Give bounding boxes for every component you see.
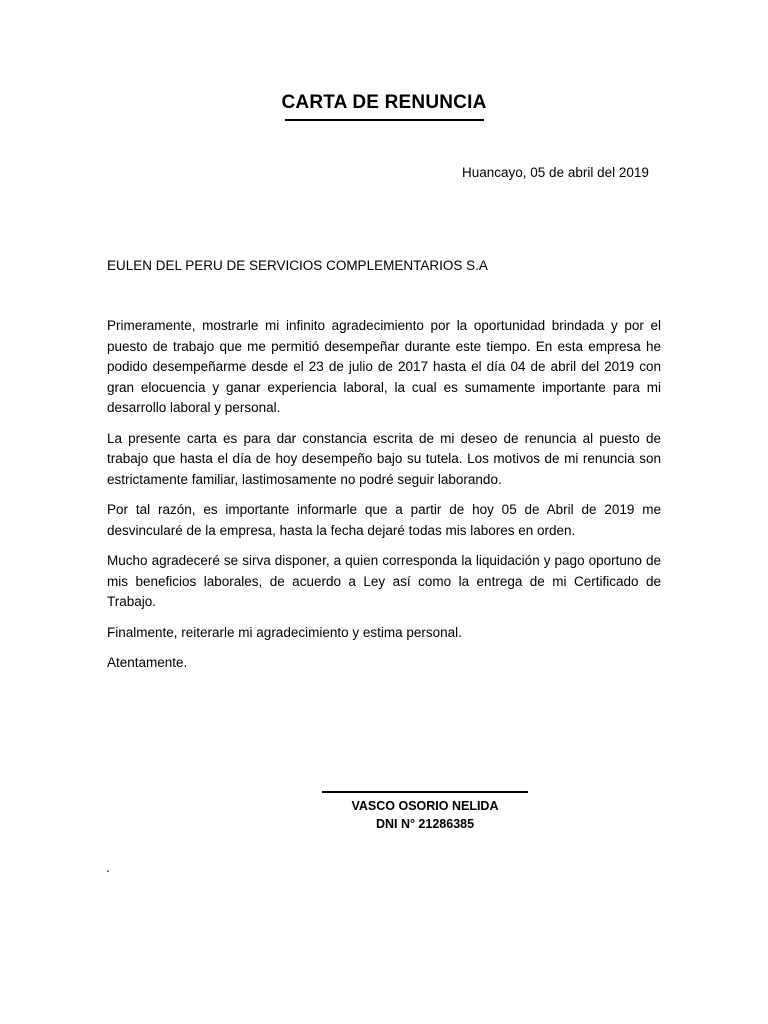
- letter-title: CARTA DE RENUNCIA: [281, 92, 487, 113]
- paragraph-gratitude: Primeramente, mostrarle mi infinito agradecimiento por la oportunidad brindada y por el puesto de trabajo que me permitió desempeñar durante este tiempo. En esta empresa he podido desempeñarme desde el 23 de julio de 2017 hasta el día 04 de abril del 2019 con gran elocuencia y ganar experiencia laboral, la cual es sumamente importante para mi desarrollo laboral y personal.: [107, 318, 661, 415]
- paragraph-resignation: La presente carta es para dar constancia escrita de mi deseo de renuncia al puesto de trabajo que hasta el día de hoy desempeño bajo su tutela. Los motivos de mi renuncia son estrictamente familiar, lastimosamente no podré seguir laborando.: [107, 430, 661, 487]
- paragraph-effective-date: Por tal razón, es importante informarle que a partir de hoy 05 de Abril de 2019 me desvincularé de la empresa, hasta la fecha dejaré todas mis labores en orden.: [107, 502, 661, 538]
- paragraph-valediction: Atentamente.: [107, 655, 188, 670]
- title-underline: [285, 119, 484, 121]
- signature-line: [322, 791, 528, 793]
- signer-id: DNI N° 21286385: [375, 817, 475, 831]
- paragraph-closing: Finalmente, reiterarle mi agradecimiento y estima personal.: [107, 624, 462, 640]
- trailing-mark: .: [106, 860, 110, 875]
- signature-block: [322, 797, 528, 833]
- signer-name: VASCO OSORIO NELIDA: [351, 799, 499, 813]
- paragraph-settlement: Mucho agradeceré se sirva disponer, a quien corresponda la liquidación y pago oportuno de mis beneficios laborales, de acuerdo a Ley así como la entrega de mi Certificado de Trabajo.: [107, 553, 661, 609]
- letter-date: Huancayo, 05 de abril del 2019: [462, 165, 649, 180]
- letter-body: [107, 316, 661, 684]
- letter-recipient: EULEN DEL PERU DE SERVICIOS COMPLEMENTARIOS S.A: [107, 258, 488, 273]
